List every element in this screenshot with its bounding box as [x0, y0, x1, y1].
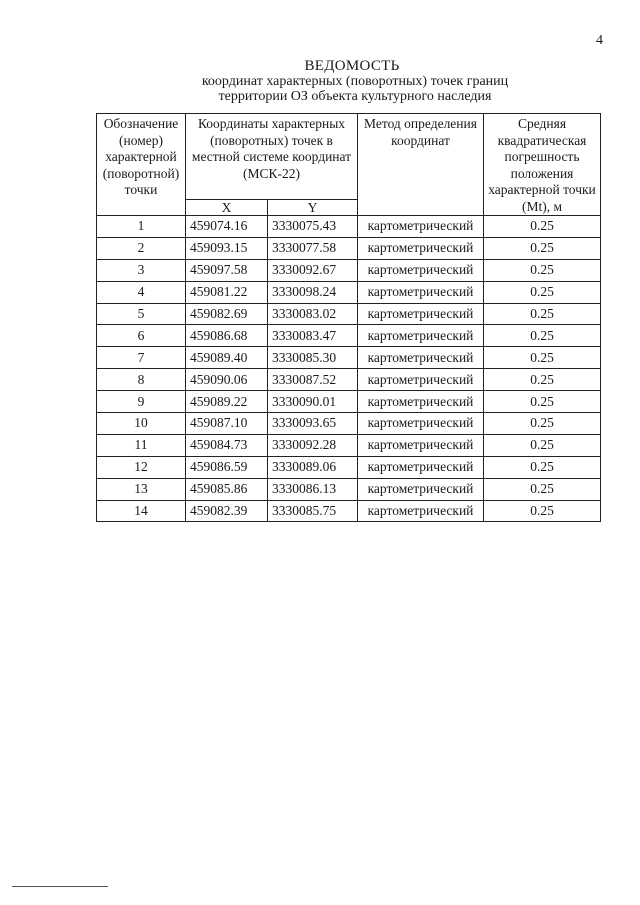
cell-method: картометрический	[358, 237, 484, 259]
cell-point-number: 5	[97, 303, 186, 325]
table-row	[97, 281, 601, 303]
table-row	[97, 478, 601, 500]
cell-method: картометрический	[358, 281, 484, 303]
cell-error: 0.25	[484, 391, 601, 413]
cell-error: 0.25	[484, 325, 601, 347]
document-title	[0, 58, 640, 104]
cell-method: картометрический	[358, 216, 484, 238]
cell-y: 3330090.01	[268, 391, 358, 413]
table-body	[97, 216, 601, 522]
title-subtitle-line1: координат характерных (поворотных) точек границ	[201, 74, 509, 89]
cell-y: 3330092.28	[268, 434, 358, 456]
table-row	[97, 303, 601, 325]
cell-error: 0.25	[484, 303, 601, 325]
table-row	[97, 347, 601, 369]
cell-y: 3330098.24	[268, 281, 358, 303]
cell-point-number: 1	[97, 216, 186, 238]
cell-x: 459089.40	[186, 347, 268, 369]
title-heading: ВЕДОМОСТЬ	[304, 58, 400, 74]
cell-x: 459089.22	[186, 391, 268, 413]
cell-x: 459087.10	[186, 413, 268, 435]
cell-y: 3330083.02	[268, 303, 358, 325]
cell-method: картометрический	[358, 303, 484, 325]
cell-error: 0.25	[484, 347, 601, 369]
cell-x: 459081.22	[186, 281, 268, 303]
cell-error: 0.25	[484, 456, 601, 478]
cell-point-number: 13	[97, 478, 186, 500]
header-coordinates: Координаты характерных (поворотных) точек в местной системе координат (МСК-22)	[186, 114, 358, 200]
cell-y: 3330085.30	[268, 347, 358, 369]
cell-y: 3330075.43	[268, 216, 358, 238]
table-row	[97, 325, 601, 347]
cell-x: 459082.69	[186, 303, 268, 325]
cell-method: картометрический	[358, 325, 484, 347]
cell-method: картометрический	[358, 478, 484, 500]
cell-error: 0.25	[484, 500, 601, 522]
cell-x: 459084.73	[186, 434, 268, 456]
header-x: X	[186, 200, 268, 216]
cell-error: 0.25	[484, 369, 601, 391]
header-error: Средняя квадратическая погрешность положения характерной точки (Mt), м	[484, 114, 601, 216]
cell-x: 459093.15	[186, 237, 268, 259]
cell-y: 3330086.13	[268, 478, 358, 500]
cell-point-number: 8	[97, 369, 186, 391]
cell-y: 3330087.52	[268, 369, 358, 391]
cell-method: картометрический	[358, 456, 484, 478]
cell-point-number: 7	[97, 347, 186, 369]
table-row	[97, 369, 601, 391]
cell-error: 0.25	[484, 434, 601, 456]
header-method: Метод определения координат	[358, 114, 484, 216]
cell-method: картометрический	[358, 259, 484, 281]
title-subtitle-line2: территории ОЗ объекта культурного наследия	[218, 89, 492, 104]
table-row	[97, 413, 601, 435]
table-header	[97, 114, 601, 216]
cell-y: 3330089.06	[268, 456, 358, 478]
header-point: Обозначение (номер) характерной (поворотной) точки	[97, 114, 186, 216]
cell-method: картометрический	[358, 391, 484, 413]
table-row	[97, 456, 601, 478]
cell-y: 3330085.75	[268, 500, 358, 522]
coordinates-table	[96, 113, 601, 522]
cell-y: 3330092.67	[268, 259, 358, 281]
cell-point-number: 6	[97, 325, 186, 347]
cell-x: 459097.58	[186, 259, 268, 281]
footer-divider	[12, 886, 108, 887]
table-row	[97, 216, 601, 238]
cell-error: 0.25	[484, 413, 601, 435]
cell-point-number: 3	[97, 259, 186, 281]
cell-method: картометрический	[358, 434, 484, 456]
table-row	[97, 237, 601, 259]
table-row	[97, 500, 601, 522]
cell-method: картометрический	[358, 347, 484, 369]
header-y: Y	[268, 200, 358, 216]
cell-error: 0.25	[484, 237, 601, 259]
cell-y: 3330077.58	[268, 237, 358, 259]
cell-point-number: 9	[97, 391, 186, 413]
cell-error: 0.25	[484, 259, 601, 281]
cell-point-number: 11	[97, 434, 186, 456]
cell-method: картометрический	[358, 413, 484, 435]
cell-x: 459086.68	[186, 325, 268, 347]
cell-error: 0.25	[484, 216, 601, 238]
page-number: 4	[596, 33, 603, 48]
cell-x: 459085.86	[186, 478, 268, 500]
cell-method: картометрический	[358, 500, 484, 522]
table-row	[97, 434, 601, 456]
cell-point-number: 10	[97, 413, 186, 435]
table-row	[97, 259, 601, 281]
cell-x: 459074.16	[186, 216, 268, 238]
cell-x: 459086.59	[186, 456, 268, 478]
cell-x: 459082.39	[186, 500, 268, 522]
cell-x: 459090.06	[186, 369, 268, 391]
cell-point-number: 12	[97, 456, 186, 478]
cell-error: 0.25	[484, 281, 601, 303]
cell-point-number: 4	[97, 281, 186, 303]
cell-point-number: 14	[97, 500, 186, 522]
cell-y: 3330083.47	[268, 325, 358, 347]
cell-y: 3330093.65	[268, 413, 358, 435]
cell-point-number: 2	[97, 237, 186, 259]
table-row	[97, 391, 601, 413]
cell-method: картометрический	[358, 369, 484, 391]
cell-error: 0.25	[484, 478, 601, 500]
